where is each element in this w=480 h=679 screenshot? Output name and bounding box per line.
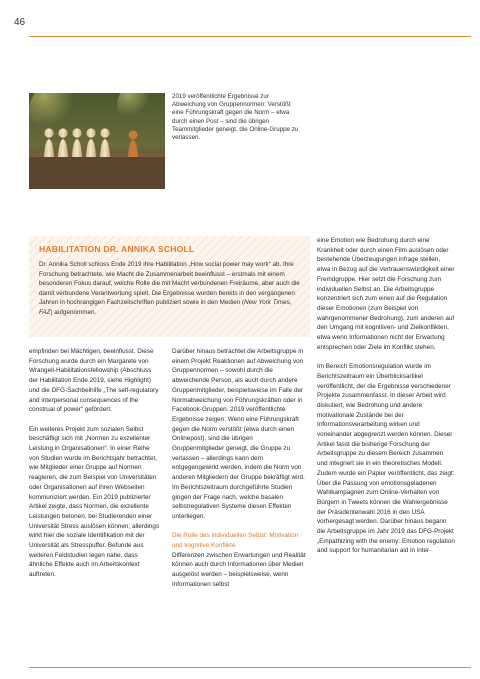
highlight-box xyxy=(29,236,310,337)
media-names: New York Times, FAZ xyxy=(39,299,292,316)
paragraph: Darüber hinaus betrachtet die Arbeitsgruppe in einem Projekt Reaktionen auf Abweichung von Gruppennormen – sowohl durch die abweichende Person, als auch durch andere Gruppenmitglieder, beispielsweise im Falle der Normabweichung von Führungskräften oder in Facebook-Gruppen. 2019 veröffentlichte Ergebnisse zeigen: Wenn eine Führungskraft gegen die Norm verstößt (etwa durch einen Onlinepost), sind die übrigen Gruppenmitglieder geneigt, die Gruppe zu verlassen – allerdings kann dem entgegengewirkt werden, indem die Norm von anderen Mitgliedern der Gruppe bekräftigt wird. Im Berichtszeitraum durchgeführte Studien gingen der Frage nach, welche basalen selbstregulativen Systeme diesen Effekten unterliegen. xyxy=(172,348,305,520)
paragraph: Differenzen zwischen Erwartungen und Realität können auch durch Informationen über Medien ausgelöst werden – beispielsweise, wenn Informationen selbst xyxy=(172,551,306,588)
text-column-2 xyxy=(172,347,306,590)
text-column-1 xyxy=(29,347,161,590)
paragraph: empfinden bei Mächtigen, beeinflusst. Diese Forschung wurde durch ein Margarete von Wrangell-Habilitationsfellowship (Abschluss der Habilitation Ende 2019, siehe Highlight) und die DFG-Sachbeihilfe „The self-regulatory and interpersonal consequences of the construal of power“ gefördert. xyxy=(29,348,159,414)
paragraph: Ein weiteres Projekt zum sozialen Selbst beschäftigt sich mit „Normen zu exzellenter Leistung in Organisationen“. In einer Reihe von Studien wurde im Berichtsjahr betrachtet, wie Mitglieder einer Gruppe auf Normen reagieren, die zum Beispiel von Universitäten oder Organisationen auf ihren Webseiten kommuniziert werden. Ein 2019 publizierter Artikel zeigte, dass Normen, die exzellente Leistungen betonen, bei Studierenden einer Universität Stress auslösen können; allerdings wirkt hier die soziale Identifikation mit der Universität als Stresspuffer. Befunde aus weiteren Feldstudien legen nahe, dass ähnliche Effekte auch im Arbeitskontext auftreten. xyxy=(29,425,160,579)
highlight-text: Dr. Annika Scholl schloss Ende 2019 ihre Habilitation „How social power may work“ ab. Ihre Forschung betrachtete, wie Macht die Zusammenarbeit beeinflusst – erstmals mit einem besonderen Fokus darauf, welche Rolle die mit Macht verbundenen Freiräume, aber auch die damit verbundene Verantwortung spielt. Die Ergebnisse wurden bereits in den vergangenen Jahren in hochrangigen Fachzeitschriften publiziert sowie in den Medien (New York Times, FAZ) aufgenommen. xyxy=(39,261,300,316)
paragraph: Im Bereich Emotionsregulation wurde im Berichtszeitraum ein Überblicksartikel veröffentlicht, der die Ergebnisse verschiedener Projekte zusammenfasst. In dieser Arbeit wird diskutiert, wie Bedrohung und andere motivationale Zustände bei der Informationsverarbeitung wirken und voneinander abgegrenzt werden können. Dieser Artikel fasst die bisherige Forschung der Arbeitsgruppe zu diesem Bereich zusammen und integriert sie in ein theoretisches Modell. Zudem wurde ein Papier veröffentlicht, das zeigt: Über die Passung von emotionsgeladenen Wahlkampagnen zum Online-Verhalten von Bürgern in Tweets können die Wahlergebnisse der Präsidentenwahl 2016 in den USA vorhergesagt werden. Darüber hinaus begann die Arbeitsgruppe im Jahr 2019 das DFG-Projekt „Empathizing with the enemy: Emotion regulation and support for humanitarian aid in inter- xyxy=(317,363,455,555)
text-column-3 xyxy=(317,236,455,566)
photo-caption: 2019 veröffentlichte Ergebnisse zur Abweichung von Gruppennormen: Verstößt eine Führungskraft gegen die Norm – etwa durch einen Post – sind die übrigen Teammitglieder geneigt, die Online-Gruppe zu verlassen. xyxy=(172,93,299,142)
header-rule xyxy=(29,36,471,37)
highlight-title: HABILITATION DR. ANNIKA SCHOLL xyxy=(39,244,195,254)
section-subheading: Die Rolle des individuellen Selbst: Motivation und kognitive Konflikte xyxy=(172,532,299,550)
wooden-figures-photo xyxy=(29,93,165,189)
footer-rule xyxy=(29,667,471,668)
paragraph: eine Emotion wie Bedrohung durch eine Krankheit oder durch einen Film auslösen oder bestehende Überzeugungen infrage stellen, etwa in Bezug auf die Vertrauenswürdigkeit einer Fremdgruppe. Hier setzt die Forschung zum individuellen Selbst an. Die Arbeitsgruppe konzentriert sich zum einen auf die Regulation dieser Emotionen (zum Beispiel von wahrgenommener Bedrohung), zum anderen auf den Umgang mit kognitiven- und Zielkonflikten, etwa wenn Informationen nicht der Erwartung entsprechen oder Ziele im Konflikt stehen. xyxy=(317,237,455,351)
page-number: 46 xyxy=(14,17,26,28)
